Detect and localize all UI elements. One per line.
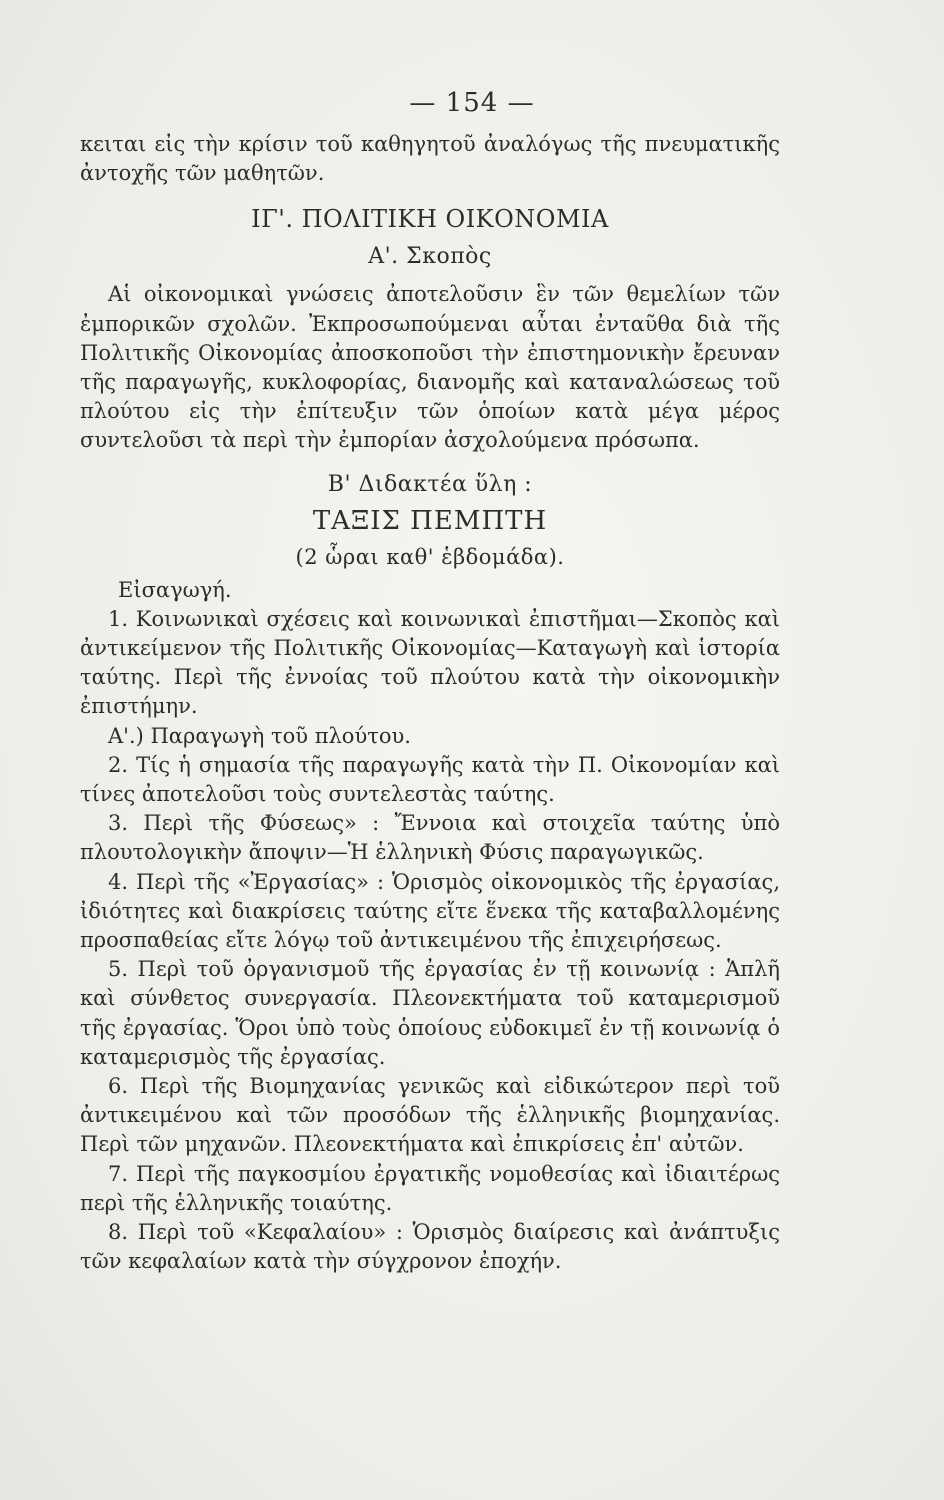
list-item-3: 3. Περὶ τῆς Φύσεως» : Ἔννοια καὶ στοιχεῖα ταύτης ὑπὸ πλουτολογικὴν ἄποψιν—Ἡ ἑλληνικὴ Φύσις παραγωγικῶς. <box>80 811 780 865</box>
list-item-4: 4. Περὶ τῆς «Ἐργασίας» : Ὁρισμὸς οἰκονομικὸς τῆς ἐργασίας, ἰδιότητες καὶ διακρίσεις ταύτης εἴτε ἕνεκα τῆς καταβαλλομένης προσπαθείας εἴτε λόγῳ τοῦ ἀντικειμένου τῆς ἐπιχειρήσεως. <box>80 869 780 953</box>
list-item-8: 8. Περὶ τοῦ «Κεφαλαίου» : Ὁρισμὸς διαίρεσις καὶ ἀνάπτυξις τῶν κεφαλαίων κατὰ τὴν σύγχρονον ἐποχήν. <box>80 1220 780 1274</box>
list-item-1: 1. Κοινωνικαὶ σχέσεις καὶ κοινωνικαὶ ἐπιστῆμαι—Σκοπὸς καὶ ἀντικείμενον τῆς Πολιτικῆς Οἰκονομίας—Καταγωγὴ καὶ ἱστορία ταύτης. Περὶ τῆς ἐννοίας τοῦ πλούτου κατὰ τὴν οἰκονομικὴν ἐπιστήμην. <box>80 606 780 719</box>
page-content <box>80 130 780 1277</box>
list-item-production-heading: Α'.) Παραγωγὴ τοῦ πλούτου. <box>108 723 411 748</box>
list-item-7: 7. Περὶ τῆς παγκοσμίου ἐργατικῆς νομοθεσίας καὶ ἰδιαιτέρως περὶ τῆς ἑλληνικῆς τοιαύτης. <box>80 1161 780 1215</box>
aim-paragraph: Αἱ οἰκονομικαὶ γνώσεις ἀποτελοῦσιν ἓν τῶν θεμελίων τῶν ἐμπορικῶν σχολῶν. Ἐκπροσωπούμεναι αὗται ἐνταῦθα διὰ τῆς Πολιτικῆς Οἰκονομίας ἀποσκοποῦσι τὴν ἐπιστημονικὴν ἔρευναν τῆς παραγωγῆς, κυκλοφορίας, διανομῆς καὶ καταναλώσεως τοῦ πλούτου εἰς τὴν ἐπίτευξιν τῶν ὁποίων κατὰ μέγα μέρος συντελοῦσι τὰ περὶ τὴν ἐμπορίαν ἀσχολούμενα πρόσωπα. <box>80 282 780 453</box>
list-item-5: 5. Περὶ τοῦ ὀργανισμοῦ τῆς ἐργασίας ἐν τῇ κοινωνίᾳ : Ἁπλῆ καὶ σύνθετος συνεργασία. Πλεονεκτήματα τοῦ καταμερισμοῦ τῆς ἐργασίας. Ὅροι ὑπὸ τοὺς ὁποίους εὐδοκιμεῖ ἐν τῇ κοινωνίᾳ ὁ καταμερισμὸς τῆς ἐργασίας. <box>80 957 780 1069</box>
section-title: ΙΓ'. ΠΟΛΙΤΙΚΗ ΟΙΚΟΝΟΜΙΑ <box>251 205 609 234</box>
intro-label: Εἰσαγωγή. <box>118 577 232 602</box>
list-item-2: 2. Τίς ἡ σημασία τῆς παραγωγῆς κατὰ τὴν Π. Οἰκονομίαν καὶ τίνες ἀποτελοῦσι τοὺς συντελεστὰς ταύτης. <box>80 752 780 807</box>
opening-paragraph: κειται εἰς τὴν κρίσιν τοῦ καθηγητοῦ ἀναλόγως τῆς πνευματικῆς ἀντοχῆς τῶν μαθητῶν. <box>80 132 780 186</box>
hours-per-week: (2 ὧραι καθ' ἑβδομάδα). <box>295 544 565 569</box>
subsection-curriculum-heading: Β' Διδακτέα ὕλη : <box>327 471 533 497</box>
subsection-aim-heading: Α'. Σκοπὸς <box>368 244 492 270</box>
class-title: ΤΑΞΙΣ ΠΕΜΠΤΗ <box>312 505 548 536</box>
page-number: — 154 — <box>409 88 535 118</box>
list-item-6: 6. Περὶ τῆς Βιομηχανίας γενικῶς καὶ εἰδικώτερον περὶ τοῦ ἀντικειμένου καὶ τῶν προσόδων τῆς ἑλληνικῆς βιομηχανίας. Περὶ τῶν μηχανῶν. Πλεονεκτήματα καὶ ἐπικρίσεις ἐπ' αὐτῶν. <box>80 1074 780 1157</box>
